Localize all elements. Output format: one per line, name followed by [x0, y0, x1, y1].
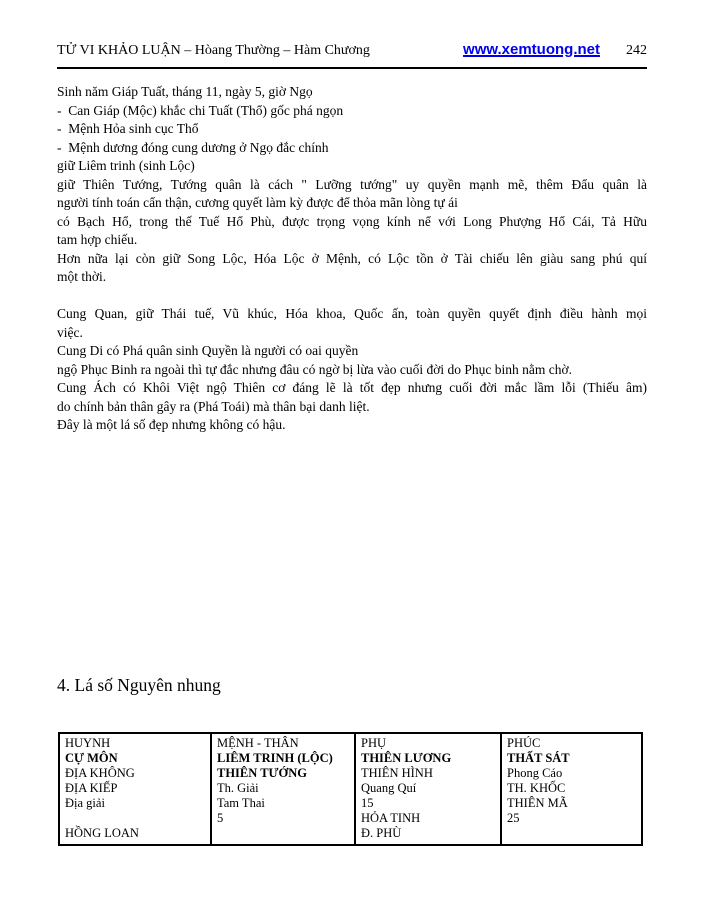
website-link[interactable]: www.xemtuong.net [463, 41, 600, 58]
chart-cell-line: Th. Giải [217, 781, 259, 795]
body-line: việc. [57, 324, 83, 340]
chart-cell-line: PHÚC [507, 736, 541, 750]
chart-cell-line: CỰ MÔN [65, 751, 118, 765]
chart-cell-line [65, 811, 206, 826]
chart-cell-line: THIÊN LƯƠNG [361, 751, 452, 765]
body-line: một thời. [57, 269, 107, 284]
body-line: - Mệnh Hỏa sinh cục Thổ [57, 121, 199, 136]
body-line: do chính bản thân gây ra (Phá Toái) mà thân bại danh liệt. [57, 398, 370, 414]
chart-cell-line: THIÊN HÌNH [361, 766, 433, 780]
chart-cell-line: HỒNG LOAN [65, 826, 139, 840]
body-line: Hơn nữa lại còn giữ Song Lộc, Hóa Lộc ở Mệnh, có Lộc tồn ở Tài chiếu lên giàu sang phú quí [57, 250, 647, 266]
body-line [57, 287, 647, 306]
chart-cell-line: Địa giải [65, 796, 105, 810]
chart-table [58, 732, 643, 846]
chart-cell-line: 15 [361, 796, 374, 810]
chart-table-cell-menh-than [210, 734, 354, 844]
chart-cell-line: 5 [217, 811, 224, 825]
body-line: ngộ Phục Binh ra ngoài thì tự đắc nhưng đâu có ngờ bị lừa vào cuối đời do Phục binh nằm chờ. [57, 361, 573, 377]
chart-table-cell-phu [354, 734, 500, 844]
header-rule [57, 67, 647, 69]
body-line: Cung Di có Phá quân sinh Quyền là người có oai quyền [57, 343, 359, 358]
body-line: Sinh năm Giáp Tuất, tháng 11, ngày 5, giờ Ngọ [57, 84, 313, 99]
chart-cell-line: HỎA TINH [361, 811, 421, 825]
chart-cell-line: THẤT SÁT [507, 751, 570, 765]
body-line: - Mệnh dương đóng cung dương ở Ngọ đắc chính [57, 139, 329, 155]
header-title: TỬ VI KHẢO LUẬN – Hòang Thường – Hàm Chương [57, 43, 370, 58]
body-line: Cung Quan, giữ Thái tuế, Vũ khúc, Hóa khoa, Quốc ấn, toàn quyền quyết định điều hành mọi [57, 306, 647, 321]
chart-cell-line: HUYNH [65, 736, 111, 750]
page-header [57, 41, 647, 59]
chart-table-cell-huynh [60, 734, 210, 844]
chart-table-cell-phuc [500, 734, 641, 844]
body-line: Đây là một lá số đẹp nhưng không có hậu. [57, 417, 286, 432]
body-line: giữ Thiên Tướng, Tướng quân là cách " Lưỡng tướng" uy quyền mạnh mẽ, thêm Đẩu quân là [57, 176, 647, 192]
body-line: giữ Liêm trinh (sinh Lộc) [57, 158, 195, 173]
body-text [57, 83, 647, 435]
section-heading: 4. Lá số Nguyên nhung [57, 675, 221, 695]
chart-cell-line: ĐỊA KHÔNG [65, 766, 135, 780]
chart-cell-line: LIÊM TRINH (LỘC) [217, 751, 333, 765]
chart-cell-line: Phong Cáo [507, 766, 563, 780]
header-right-group [463, 41, 647, 59]
chart-cell-line: PHỤ [361, 736, 387, 750]
body-line: tam hợp chiếu. [57, 232, 138, 247]
chart-cell-line: Quang Quí [361, 781, 417, 795]
body-line: có Bạch Hổ, trong thế Tuế Hổ Phù, được trọng vọng kính nể với Long Phượng Hổ Cái, Tả Hữu [57, 213, 647, 229]
chart-cell-line: TH. KHỐC [507, 781, 566, 795]
chart-cell-line: MỆNH - THÂN [217, 736, 299, 750]
chart-cell-line: ĐỊA KIẾP [65, 781, 118, 795]
chart-cell-line: 25 [507, 811, 520, 825]
chart-cell-line: THIÊN MÃ [507, 796, 568, 810]
body-line: - Can Giáp (Mộc) khắc chi Tuất (Thổ) gốc phá ngọn [57, 102, 344, 118]
page-number: 242 [626, 43, 647, 58]
chart-cell-line: THIÊN TƯỚNG [217, 766, 307, 780]
body-line: Cung Ách có Khôi Việt ngộ Thiên cơ đáng lẽ là tốt đẹp nhưng cuối đời mắc lầm lỗi (Thiếu âm) [57, 380, 647, 395]
body-line: người tính toán cẩn thận, cương quyết làm kỳ được để thỏa mãn lòng tự ái [57, 195, 458, 210]
chart-cell-line: Đ. PHÙ [361, 826, 402, 840]
chart-cell-line: Tam Thai [217, 796, 265, 810]
